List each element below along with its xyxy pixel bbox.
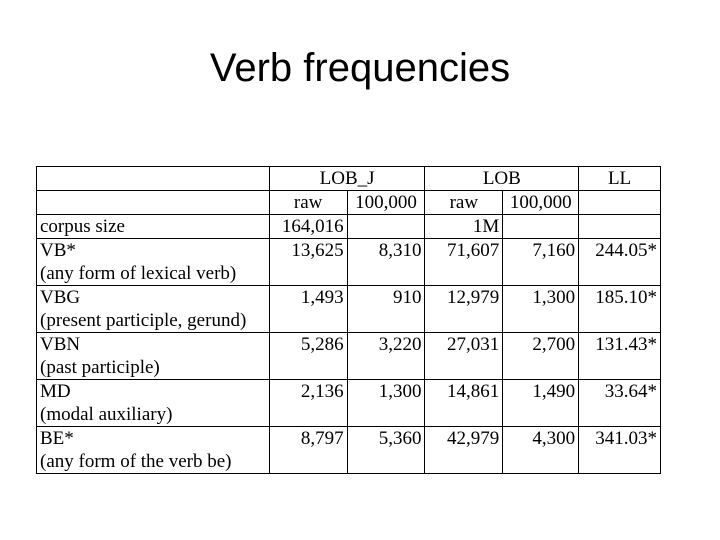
- slide-title: Verb frequencies: [209, 46, 511, 90]
- row-label: BE*: [40, 428, 74, 449]
- cell-lob-raw: 42,979: [425, 427, 503, 474]
- sub-header-lob-per: 100,000: [503, 191, 579, 215]
- cell-lobj-per: 1,300: [347, 380, 425, 427]
- sub-header-lobj-per: 100,000: [347, 191, 425, 215]
- row-label-cell: [37, 286, 270, 333]
- cell-lobj-raw: 5,286: [269, 333, 347, 380]
- row-label: VBG: [40, 287, 81, 308]
- row-description: (any form of lexical verb): [40, 263, 237, 284]
- cell-lob-raw: 1M: [425, 215, 503, 239]
- cell-lob-raw: 12,979: [425, 286, 503, 333]
- sub-header-lob-raw: raw: [425, 191, 503, 215]
- cell-lobj-raw: 164,016: [269, 215, 347, 239]
- header-ll: LL: [579, 167, 661, 191]
- cell-lobj-raw: 2,136: [269, 380, 347, 427]
- table-row: [37, 380, 661, 427]
- table-row: [37, 239, 661, 286]
- row-description: (past participle): [40, 357, 160, 378]
- sub-header-empty-cell: [37, 191, 270, 215]
- table-row: [37, 215, 661, 239]
- sub-header-lobj-raw: raw: [269, 191, 347, 215]
- row-description: (modal auxiliary): [40, 404, 173, 425]
- table-row: [37, 333, 661, 380]
- cell-ll: [579, 215, 661, 239]
- cell-lobj-raw: 8,797: [269, 427, 347, 474]
- cell-lobj-per: 8,310: [347, 239, 425, 286]
- row-description: (present participle, gerund): [40, 310, 247, 331]
- row-label-cell: [37, 333, 270, 380]
- cell-ll: 341.03*: [579, 427, 661, 474]
- cell-lob-per: 2,700: [503, 333, 579, 380]
- sub-header-ll-empty: [579, 191, 661, 215]
- header-lob: LOB: [425, 167, 579, 191]
- cell-lobj-per: 3,220: [347, 333, 425, 380]
- cell-lob-raw: 71,607: [425, 239, 503, 286]
- cell-lobj-per: 910: [347, 286, 425, 333]
- group-header-row: [37, 167, 661, 191]
- header-lob-j: LOB_J: [269, 167, 425, 191]
- cell-lob-per: 4,300: [503, 427, 579, 474]
- row-label: VBN: [40, 334, 81, 355]
- cell-lob-raw: 14,861: [425, 380, 503, 427]
- verb-frequency-table: [36, 166, 661, 474]
- row-label: MD: [40, 381, 71, 402]
- cell-lobj-raw: 13,625: [269, 239, 347, 286]
- cell-ll: 185.10*: [579, 286, 661, 333]
- cell-ll: 244.05*: [579, 239, 661, 286]
- row-label-cell: [37, 215, 270, 239]
- row-label-cell: [37, 380, 270, 427]
- row-description: (any form of the verb be): [40, 451, 232, 472]
- row-label: VB*: [40, 240, 76, 261]
- row-label-cell: [37, 239, 270, 286]
- cell-lob-per: 7,160: [503, 239, 579, 286]
- sub-header-row: [37, 191, 661, 215]
- cell-lobj-per: 5,360: [347, 427, 425, 474]
- row-label: corpus size: [40, 216, 125, 237]
- cell-ll: 33.64*: [579, 380, 661, 427]
- table-body: [37, 215, 661, 474]
- cell-lobj-raw: 1,493: [269, 286, 347, 333]
- table-row: [37, 286, 661, 333]
- cell-lob-per: 1,300: [503, 286, 579, 333]
- cell-lob-raw: 27,031: [425, 333, 503, 380]
- table-row: [37, 427, 661, 474]
- cell-lob-per: 1,490: [503, 380, 579, 427]
- row-label-cell: [37, 427, 270, 474]
- cell-lob-per: [503, 215, 579, 239]
- cell-lobj-per: [347, 215, 425, 239]
- cell-ll: 131.43*: [579, 333, 661, 380]
- header-empty-cell: [37, 167, 270, 191]
